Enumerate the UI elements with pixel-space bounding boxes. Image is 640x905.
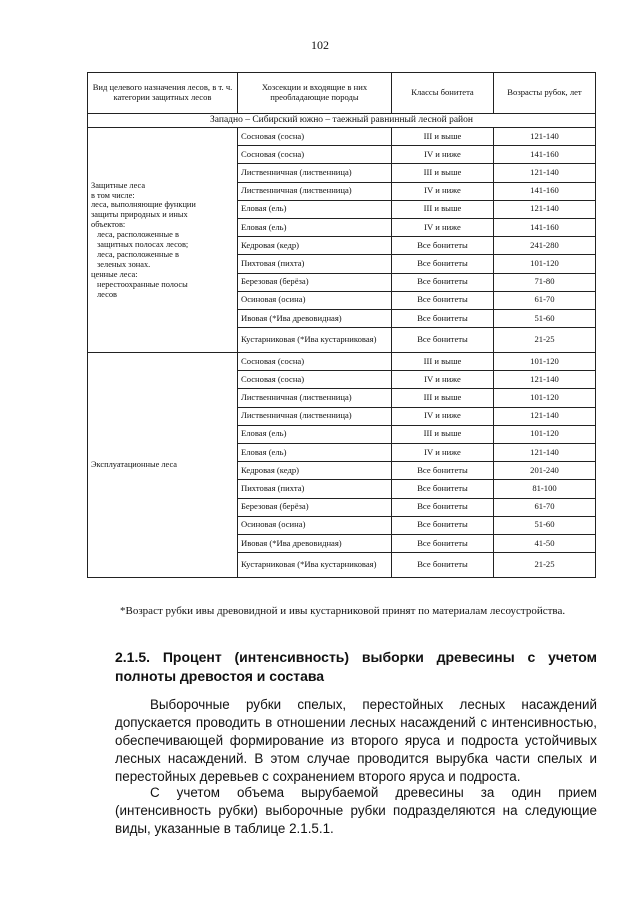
age-cell: 101-120 <box>494 425 596 443</box>
age-cell: 41-50 <box>494 534 596 552</box>
species-cell: Лиственничная (лиственница) <box>238 164 392 182</box>
age-cell: 201-240 <box>494 462 596 480</box>
region-name: Западно – Сибирский южно – таежный равнинный лесной район <box>88 114 596 128</box>
paragraph-1: Выборочные рубки спелых, перестойных лесных насаждений допускается проводить в отношении лесных насаждений с интенсивностью, обеспечивающей формирование из второго яруса и подроста устойчивых лесных насаждений. В этом случае проводится вырубка части спелых и перестойных деревьев с сохранением второго яруса и подроста. <box>115 697 597 784</box>
footnote: *Возраст рубки ивы древовидной и ивы кустарниковой принят по материалам лесоустройства. <box>120 605 566 617</box>
bonitet-cell: IV и ниже <box>392 218 494 236</box>
header-species: Хозсекции и входящие в них преобладающие породы <box>238 73 392 114</box>
age-cell: 101-120 <box>494 255 596 273</box>
age-cell: 101-120 <box>494 389 596 407</box>
age-cell: 141-160 <box>494 182 596 200</box>
age-cell: 61-70 <box>494 291 596 309</box>
age-cell: 51-60 <box>494 309 596 327</box>
species-cell: Пихтовая (пихта) <box>238 480 392 498</box>
species-cell: Еловая (ель) <box>238 444 392 462</box>
species-cell: Ивовая (*Ива древовидная) <box>238 534 392 552</box>
category-line: леса, выполняющие функции <box>91 200 196 210</box>
category-line: леса, расположенные в <box>97 249 179 259</box>
age-cell: 121-140 <box>494 164 596 182</box>
species-cell: Березовая (берёза) <box>238 273 392 291</box>
age-cell: 141-160 <box>494 218 596 236</box>
species-cell: Осиновая (осина) <box>238 291 392 309</box>
bonitet-cell: Все бонитеты <box>392 237 494 255</box>
species-cell: Кедровая (кедр) <box>238 237 392 255</box>
section-heading: 2.1.5. Процент (интенсивность) выборки древесины с учетом полноты древостоя и состава <box>115 649 597 684</box>
bonitet-cell: IV и ниже <box>392 182 494 200</box>
forest-category-cell: Эксплуатационные леса <box>88 353 238 578</box>
region-row <box>88 114 596 128</box>
age-cell: 121-140 <box>494 444 596 462</box>
bonitet-cell: Все бонитеты <box>392 328 494 353</box>
age-cell: 121-140 <box>494 128 596 146</box>
bonitet-cell: Все бонитеты <box>392 498 494 516</box>
age-cell: 81-100 <box>494 480 596 498</box>
bonitet-cell: Все бонитеты <box>392 553 494 578</box>
bonitet-cell: IV и ниже <box>392 444 494 462</box>
category-line: ценные леса: <box>91 269 138 279</box>
age-cell: 21-25 <box>494 328 596 353</box>
table-row <box>88 128 596 146</box>
header-cutting-age: Возрасты рубок, лет <box>494 73 596 114</box>
species-cell: Ивовая (*Ива древовидная) <box>238 309 392 327</box>
species-cell: Пихтовая (пихта) <box>238 255 392 273</box>
species-cell: Лиственничная (лиственница) <box>238 182 392 200</box>
category-line: леса, расположенные в <box>97 230 179 240</box>
species-cell: Сосновая (сосна) <box>238 128 392 146</box>
page-number: 102 <box>311 38 329 52</box>
header-forest-purpose: Вид целевого назначения лесов, в т. ч. категории защитных лесов <box>88 73 238 114</box>
age-cell: 51-60 <box>494 516 596 534</box>
species-cell: Лиственничная (лиственница) <box>238 407 392 425</box>
bonitet-cell: Все бонитеты <box>392 480 494 498</box>
species-cell: Еловая (ель) <box>238 200 392 218</box>
age-cell: 121-140 <box>494 407 596 425</box>
age-cell: 141-160 <box>494 146 596 164</box>
species-cell: Осиновая (осина) <box>238 516 392 534</box>
bonitet-cell: Все бонитеты <box>392 516 494 534</box>
category-line: лесов <box>97 289 117 299</box>
species-cell: Сосновая (сосна) <box>238 353 392 371</box>
age-cell: 61-70 <box>494 498 596 516</box>
bonitet-cell: IV и ниже <box>392 371 494 389</box>
age-cell: 241-280 <box>494 237 596 255</box>
category-line: объектов: <box>91 220 126 230</box>
species-cell: Сосновая (сосна) <box>238 371 392 389</box>
category-line: нерестоохранные полосы <box>97 279 188 289</box>
age-cell: 121-140 <box>494 371 596 389</box>
bonitet-cell: Все бонитеты <box>392 291 494 309</box>
age-cell: 71-80 <box>494 273 596 291</box>
table-row <box>88 353 596 371</box>
paragraph-2: С учетом объема вырубаемой древесины за один прием (интенсивность рубки) выборочные рубки подразделяются на следующие виды, указанные в таблице 2.1.5.1. <box>115 785 597 836</box>
species-cell: Еловая (ель) <box>238 218 392 236</box>
category-line: защиты природных и иных <box>91 210 188 220</box>
bonitet-cell: Все бонитеты <box>392 255 494 273</box>
bonitet-cell: Все бонитеты <box>392 534 494 552</box>
age-cell: 101-120 <box>494 353 596 371</box>
bonitet-cell: III и выше <box>392 389 494 407</box>
species-cell: Кустарниковая (*Ива кустарниковая) <box>238 553 392 578</box>
forest-category-cell <box>88 128 238 353</box>
category-line: зеленых зонах. <box>97 259 151 269</box>
bonitet-cell: Все бонитеты <box>392 273 494 291</box>
bonitet-cell: IV и ниже <box>392 146 494 164</box>
species-cell: Лиственничная (лиственница) <box>238 389 392 407</box>
species-cell: Кедровая (кедр) <box>238 462 392 480</box>
category-line: Защитные леса <box>91 180 146 190</box>
bonitet-cell: Все бонитеты <box>392 462 494 480</box>
bonitet-cell: IV и ниже <box>392 407 494 425</box>
species-cell: Березовая (берёза) <box>238 498 392 516</box>
species-cell: Сосновая (сосна) <box>238 146 392 164</box>
bonitet-cell: III и выше <box>392 164 494 182</box>
table-header-row <box>88 73 596 114</box>
bonitet-cell: III и выше <box>392 425 494 443</box>
category-line: защитных полосах лесов; <box>97 240 189 250</box>
header-bonitet: Классы бонитета <box>392 73 494 114</box>
bonitet-cell: III и выше <box>392 353 494 371</box>
species-cell: Кустарниковая (*Ива кустарниковая) <box>238 328 392 353</box>
age-cell: 121-140 <box>494 200 596 218</box>
bonitet-cell: III и выше <box>392 128 494 146</box>
bonitet-cell: III и выше <box>392 200 494 218</box>
species-cell: Еловая (ель) <box>238 425 392 443</box>
bonitet-cell: Все бонитеты <box>392 309 494 327</box>
category-line: в том числе: <box>91 190 135 200</box>
age-cell: 21-25 <box>494 553 596 578</box>
cutting-age-table <box>87 72 596 578</box>
